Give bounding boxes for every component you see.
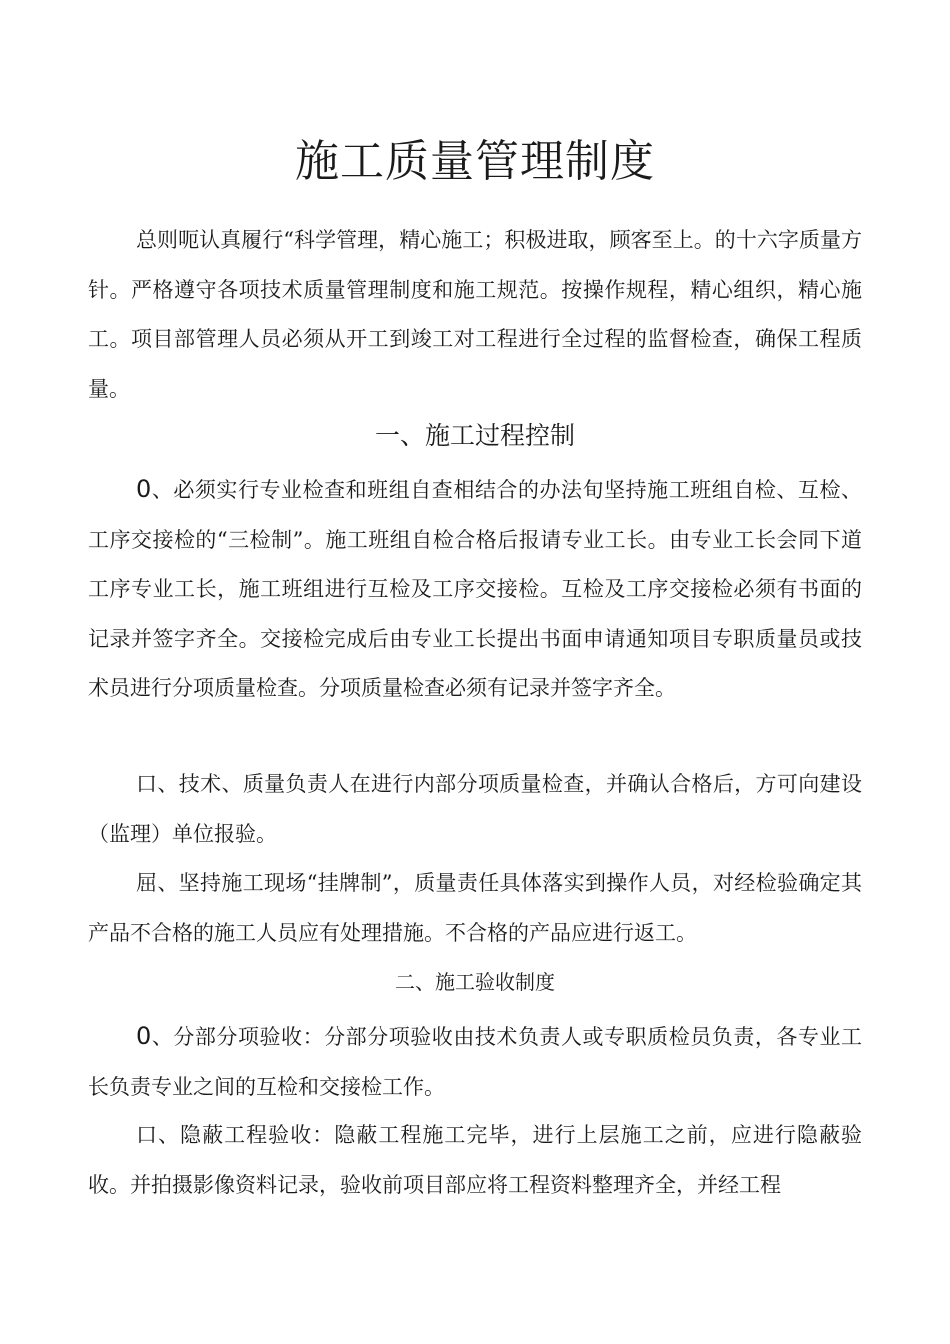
section-1-paragraph-2: 口、技术、质量负责人在进行内部分项质量检查，并确认合格后，方可向建设（监理）单位报验。 xyxy=(88,772,862,846)
section-1-paragraph-1 xyxy=(88,465,862,714)
intro-paragraph: 总则呃认真履行“科学管理，精心施工；积极进取，顾客至上。的十六字质量方针。严格遵守各项技术质量管理制度和施工规范。按操作规程，精心组织，精心施工。项目部管理人员必须从开工到竣工对工程进行全过程的监督检查，确保工程质量。 xyxy=(88,228,862,401)
section-1-heading: 一、施工过程控制 xyxy=(374,421,575,450)
section-2-paragraph-2: 口、隐蔽工程验收：隐蔽工程施工完毕，进行上层施工之前，应进行隐蔽验收。并拍摄影像资料记录，验收前项目部应将工程资料整理齐全，并经工程 xyxy=(88,1123,862,1197)
section-2-heading: 二、施工验收制度 xyxy=(395,970,555,994)
paragraph-text: 、分部分项验收：分部分项验收由技术负责人或专职质检员负责，各专业工长负责专业之间的互检和交接检工作。 xyxy=(88,1025,862,1099)
section-2-paragraph-1 xyxy=(88,1012,862,1112)
paragraph-text: 、必须实行专业检查和班组自查相结合的办法旬坚持施工班组自检、互检、工序交接检的“三检制”。施工班组自检合格后报请专业工长。由专业工长会同下道工序专业工长，施工班组进行互检及工序交接检。互检及工序交接检必须有书面的记录并签字齐全。交接检完成后由专业工长提出书面申请通知项目专职质量员或技术员进行分项质量检查。分项质量检查必须有记录并签字齐全。 xyxy=(88,478,862,700)
paragraph-number: 0 xyxy=(136,1022,152,1050)
section-1-paragraph-3: 屈、坚持施工现场“挂牌制”，质量责任具体落实到操作人员，对经检验确定其产品不合格的施工人员应有处理措施。不合格的产品应进行返工。 xyxy=(88,871,862,945)
paragraph-number: 0 xyxy=(136,475,152,503)
document-title: 施工质量管理制度 xyxy=(295,136,655,187)
